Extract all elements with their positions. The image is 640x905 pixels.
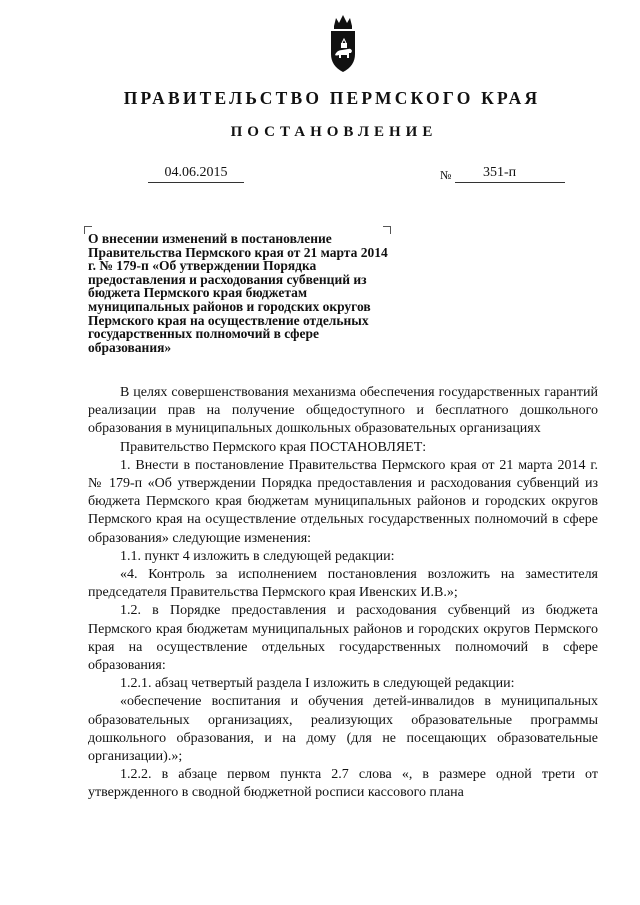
- document-subject: О внесении изменений в постановление Правительства Пермского края от 21 марта 2014 г. № 179-п «Об утверждении Порядка предоставления и расходования субвенций из бюджета Пермского края бюджетам муниципальных районов и городских округов Пермского края на осуществление отдельных государственных полномочий в сфере образования»: [88, 231, 388, 355]
- document-number: 351-п: [455, 164, 565, 183]
- body-paragraph: Правительство Пермского края ПОСТАНОВЛЯЕТ:: [120, 439, 427, 455]
- body-paragraph: В целях совершенствования механизма обеспечения государственных гарантий реализации прав на получение общедоступного и бесплатного дошкольного образования в муниципальных дошкольных образовательных организациях: [88, 385, 598, 437]
- number-label: №: [440, 168, 452, 182]
- body-paragraph: 1. Внести в постановление Правительства Пермского края от 21 марта 2014 г. № 179-п «Об утверждении Порядка предоставления и расходования субвенций из бюджета Пермского края бюджетам муниципальных районов и городских округов Пермского края на осуществление отдельных государственных полномочий в сфере образования» следующие изменения:: [88, 457, 598, 546]
- body-paragraph: 1.2.1. абзац четвертый раздела I изложить в следующей редакции:: [120, 676, 515, 692]
- organization-title: ПРАВИТЕЛЬСТВО ПЕРМСКОГО КРАЯ: [123, 88, 541, 108]
- document-type: ПОСТАНОВЛЕНИЕ: [230, 124, 438, 140]
- body-paragraph: 1.2.2. в абзаце первом пункта 2.7 слова «, в размере одной трети от утвержденного в сводной бюджетной росписи кассового плана: [88, 767, 598, 801]
- document-body: [88, 384, 598, 803]
- coat-of-arms-icon: [328, 12, 358, 74]
- body-paragraph: 1.2. в Порядке предоставления и расходования субвенций из бюджета Пермского края бюджетам муниципальных районов и городских округов Пермского края на осуществление отдельных государственных полномочий в сфере образования:: [88, 603, 598, 674]
- body-paragraph: «обеспечение воспитания и обучения детей-инвалидов в муниципальных образовательных организациях, реализующих образовательные программы дошкольного образования, и на дому (для не посещающих образовательные организации).»;: [88, 694, 598, 765]
- body-paragraph: «4. Контроль за исполнением постановления возложить на заместителя председателя Правительства Пермского края Ивенских И.В.»;: [88, 567, 598, 601]
- document-date: 04.06.2015: [148, 164, 244, 183]
- body-paragraph: 1.1. пункт 4 изложить в следующей редакции:: [120, 548, 395, 564]
